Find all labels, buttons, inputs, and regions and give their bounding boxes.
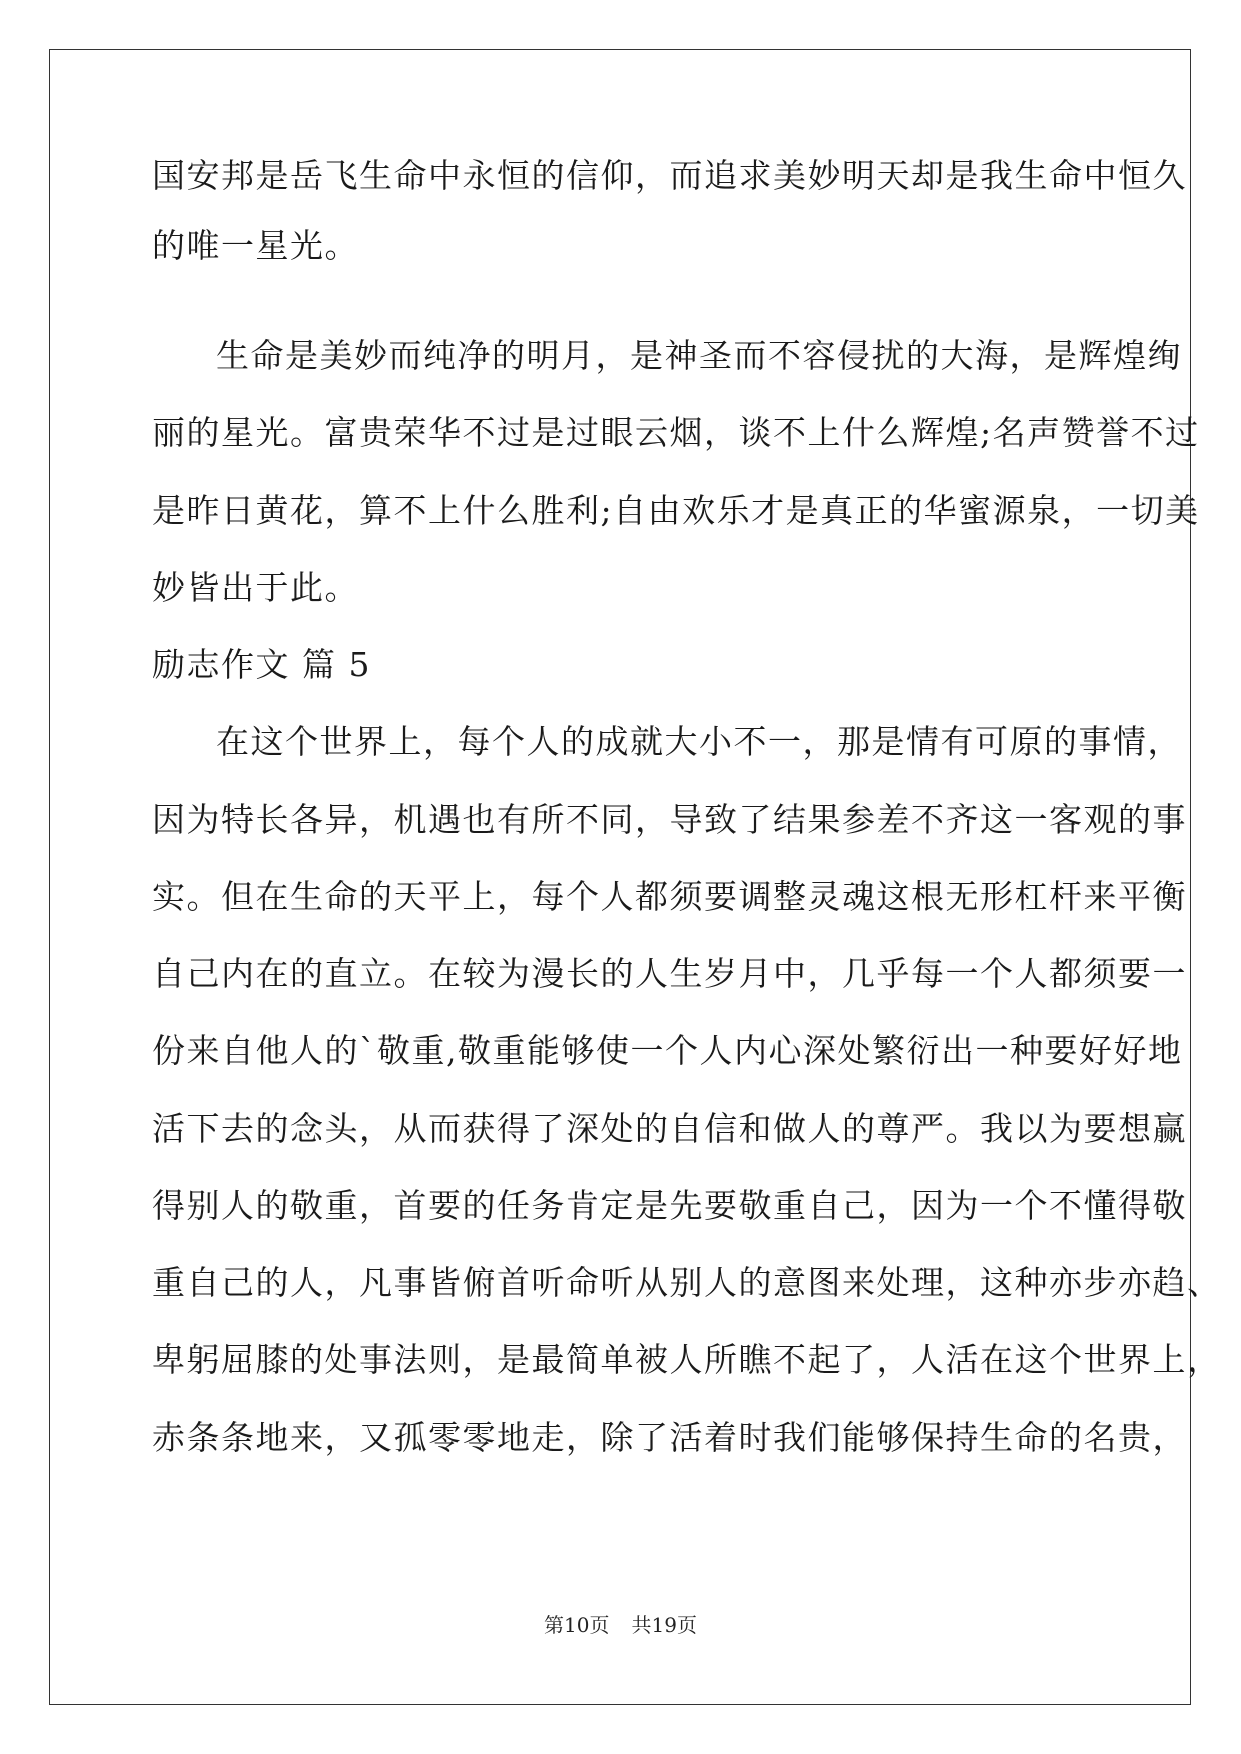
text-line: 重自己的人，凡事皆俯首听命听从别人的意图来处理，这种亦步亦趋、 [152,1263,1222,1302]
text-line: 因为特长各异，机遇也有所不同，导致了结果参差不齐这一客观的事 [152,800,1187,839]
paragraph-start-line: 在这个世界上，每个人的成就大小不一，那是情有可原的事情， [216,722,1182,761]
text-line: 得别人的敬重，首要的任务肯定是先要敬重自己，因为一个不懂得敬 [152,1186,1187,1225]
text-line: 国安邦是岳飞生命中永恒的信仰，而追求美妙明天却是我生命中恒久 [152,156,1187,195]
text-line: 妙皆出于此。 [152,568,359,607]
text-line: 丽的星光。富贵荣华不过是过眼云烟，谈不上什么辉煌;名声赞誉不过 [152,413,1200,452]
text-line: 活下去的念头，从而获得了深处的自信和做人的尊严。我以为要想赢 [152,1109,1187,1148]
text-line: 自己内在的直立。在较为漫长的人生岁月中，几乎每一个人都须要一 [152,954,1187,993]
total-page-count: 共19页 [631,1613,697,1637]
text-line: 卑躬屈膝的处事法则，是最简单被人所瞧不起了，人活在这个世界上， [152,1340,1222,1379]
text-line: 份来自他人的`敬重,敬重能够使一个人内心深处繁衍出一种要好好地 [152,1031,1183,1070]
text-line: 赤条条地来，又孤零零地走，除了活着时我们能够保持生命的名贵， [152,1418,1187,1457]
paragraph-start-line: 生命是美妙而纯净的明月，是神圣而不容侵扰的大海，是辉煌绚 [216,336,1182,375]
page-footer [0,1612,1241,1638]
text-line: 的唯一星光。 [152,226,359,265]
text-line: 是昨日黄花，算不上什么胜利;自由欢乐才是真正的华蜜源泉，一切美 [152,491,1200,530]
current-page-number: 第10页 [544,1613,610,1637]
text-line: 实。但在生命的天平上，每个人都须要调整灵魂这根无形杠杆来平衡 [152,877,1187,916]
section-heading: 励志作文 篇 5 [152,645,371,684]
